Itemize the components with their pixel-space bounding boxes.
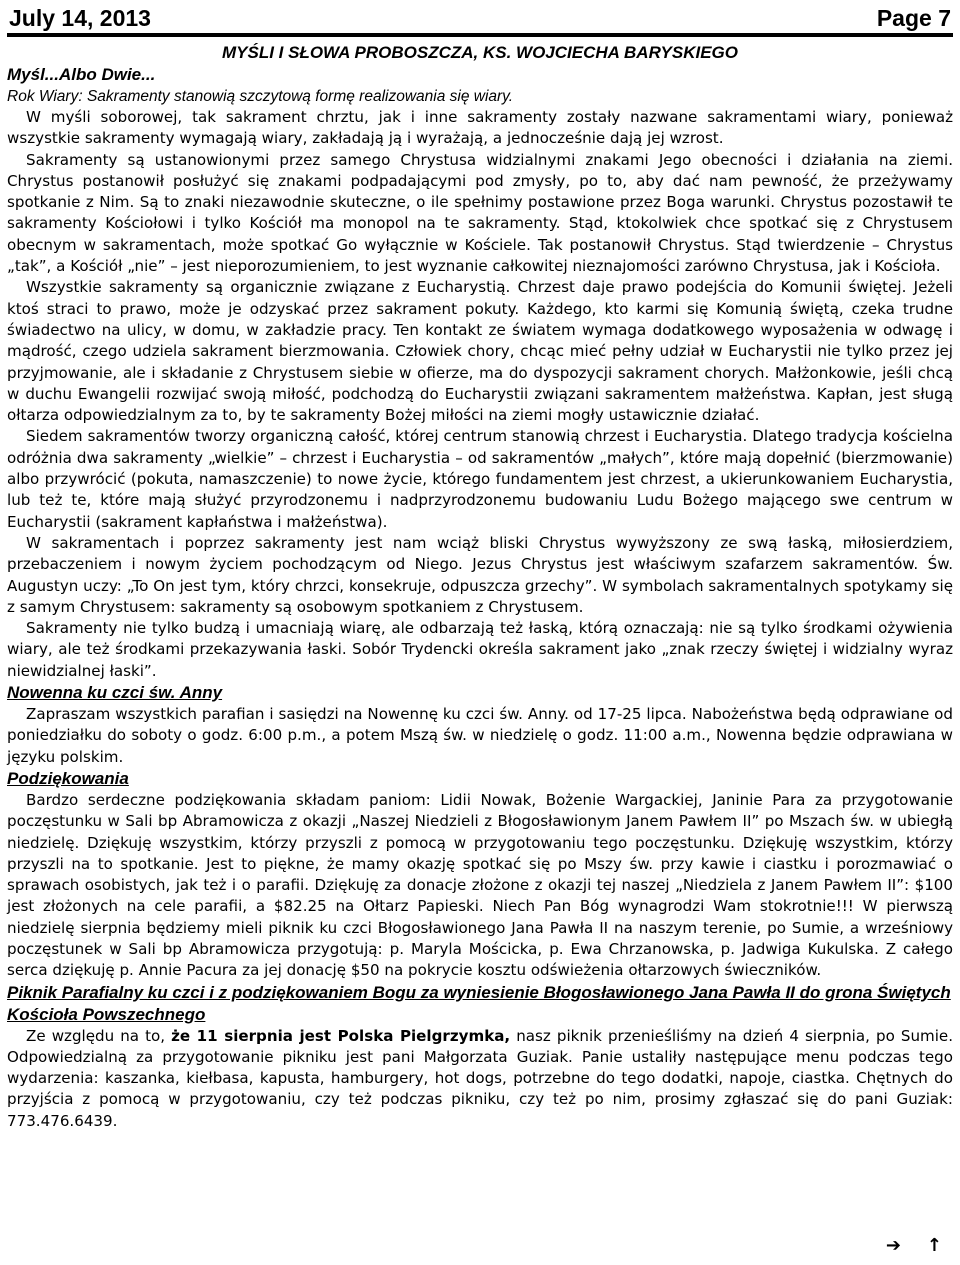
article-paragraph-5: W sakramentach i poprzez sakramenty jest nam wciąż bliski Chrystus wywyższony ze swą łaską, miłosierdziem, przebaczeniem i nowym życiem pochodzącym od Niego. Jezus Chrystus jest właściwym szafarzem sakramentów. Św. Augustyn uczy: „To On jest tym, który chrzci, konsekruje, odpuszcza grzechy”. W symbolach sakramentalnych spotykamy się z samym Chrystusem: sakramenty są osobowym spotkaniem z Chrystusem. <box>7 533 953 616</box>
article-paragraph-6: Sakramenty nie tylko budzą i umacniają wiarę, ale odbarzają też łaską, którą oznaczają: nie są tylko środkami ożywienia wiary, ale też środkami przekazywania łaski. Sobór Trydencki określa sakrament jako „znak rzeczy świętej i widzialny wyraz niewidzialnej łaski”. <box>7 619 953 680</box>
picnic-text-bold: że 11 sierpnia jest Polska Pielgrzymka, <box>171 1026 511 1045</box>
page-number: Page 7 <box>876 5 951 31</box>
issue-date: July 14, 2013 <box>9 5 151 31</box>
picnic-text-start: Ze względu na to, <box>26 1026 172 1045</box>
article-kicker: Myśl...Albo Dwie... <box>7 65 156 84</box>
article-paragraph-1: W myśli soborowej, tak sakrament chrztu, jak i inne sakramenty zostały nazwane sakramentami wiary, ponieważ wszystkie sakramenty wymagają wiary, zakładają ją i wyrażają, a jednocześnie dają jej wzrost. <box>7 108 953 148</box>
article-paragraph-3: Wszystkie sakramenty są organicznie związane z Eucharystią. Chrzest daje prawo podejścia do Komunii świętej. Jeżeli ktoś straci to prawo, może je odzyskać przez sakrament pokuty. Każdego, kto karmi się Komunią świętą, czeka trudne świadectwo na ulicy, w domu, w zakładzie pracy. Ten kontakt ze światem wymaga dodatkowego wyposażenia w odwagę i mądrość, czego udziela sakrament bierzmowania. Człowiek chory, chcąc mieć pełny udział w Eucharystii nie tylko przez jej przyjmowanie, ale i składanie z Chrystusem siebie w ofierze, ma do dyspozycji sakrament chorych. Małżonkowie, jeśli chcą w duchu Ewangelii rozwijać swoją miłość, podchodzą do Eucharystii związani sakramentem małżeństwa. Kapłan, jest sługą ołtarza odpowiedzialnym za to, by te sakramenty Bożej miłości na ziemi mogły ustawicznie działać. <box>7 278 953 425</box>
page-content <box>7 37 953 1132</box>
page-header <box>7 0 953 37</box>
arrow-right-icon[interactable]: ➔ <box>885 1235 901 1256</box>
arrow-up-icon[interactable]: ↑ <box>926 1235 942 1256</box>
nowenna-heading: Nowenna ku czci św. Anny <box>7 683 223 703</box>
picnic-text-end: nasz piknik przenieśliśmy na dzień 4 sierpnia, po Sumie. Odpowiedzialną za przygotowanie pikniku jest pani Małgorzata Guziak. Panie ustaliły następujące menu podczas tego wydarzenia: kaszanka, kiełbasa, kapusta, hamburgery, hot dogs, potrzebne do tego dodatki, napoje, ciastka. Chętnych do przyjścia z pomocą w przygotowaniu, czy też podczas pikniku, czy też po nim, prosimy zgłaszać się do pani Guziak: 773.476.6439. <box>7 1026 953 1130</box>
thanks-heading: Podziękowania <box>7 768 129 788</box>
article-title: MYŚLI I SŁOWA PROBOSZCZA, KS. WOJCIECHA BARYSKIEGO <box>221 43 739 62</box>
nowenna-text: Zapraszam wszystkich parafian i sasiędzi na Nowennę ku czci św. Anny. od 17-25 lipca. Nabożeństwa będą odprawiane od poniedziałku do soboty o godz. 6:00 p.m., a potem Mszą św. w niedzielę o godz. 11:00 a.m., Nowenna będzie odprawiana w języku polskim. <box>7 705 953 766</box>
article-paragraph-2: Sakramenty są ustanowionymi przez samego Chrystusa widzialnymi znakami Jego obecności i działania na ziemi. Chrystus postanowił posłużyć się znakami podpadającymi pod zmysły, po to, aby dać nam pewność, że przeżywamy spotkanie z Nim. Są to znaki niezawodnie skuteczne, o ile spełnimy postawione przez Boga warunki. Chrystus pozostawił te sakramenty Kościołowi i tylko Kościół ma monopol na te sakramenty. Stąd, ktokolwiek chce spotkać się z Chrystusem obecnym w sakramentach, może spotkać Go wyłącznie w Kościele. Tak postanowił Chrystus. Stąd twierdzenie – Chrystus „tak”, a Kościół „nie” – jest nieporozumieniem, to jest wyznanie całkowitej nieznajomości zarówno Chrystusa, jak i Kościoła. <box>7 150 953 276</box>
picnic-heading: Piknik Parafialny ku czci i z podziękowaniem Bogu za wyniesienie Błogosławionego Jana Pawła II do grona Świętych Kościoła Powszechnego <box>7 982 951 1024</box>
thanks-text: Bardzo serdeczne podziękowania składam paniom: Lidii Nowak, Bożenie Wargackiej, Janinie Para za przygotowanie poczęstunku w Sali bp Abramowicza z okazji „Naszej Niedzieli z Błogosławionym Janem Pawłem II” po Mszach św. w ubiegłą niedzielę. Dziękuję wszystkim, którzy przyszli z pomocą w przygotowaniu tego poczęstunku. Dziękuję wszystkim, którzy przyszli na to spotkanie. Jest to piękne, że mamy okazję spotkać się po Mszy św. przy kawie i ciastku i porozmawiać o sprawach osobistych, jak też i o parafii. Dziękuję za donacje złożone z okazji tej naszej „Niedziela z Janem Pawłem II”: $100 jest złożonych na cele parafii, a $82.25 na Ołtarz Papieski. Niech Pan Bóg wynagrodzi Wam stokrotnie!!! W pierwszą niedzielę sierpnia będziemy mieli piknik ku czci Błogosławionego Jana Pawła II na naszym terenie, po Sumie, a wrześniowy poczęstunek w Sali bp Abramowicza przygotują: p. Maryla Mościcka, p. Ewa Chrzanowska, p. Jadwiga Kukulska. Z całego serca dziękuję p. Annie Pacura za jej donację $50 na pokrycie kosztu odświeżenia ołtarzowych świeczników. <box>7 790 953 980</box>
article-paragraph-4: Siedem sakramentów tworzy organiczną całość, której centrum stanowią chrzest i Eucharystia. Dlatego tradycja kościelna odróżnia dwa sakramenty „wielkie” – chrzest i Eucharystia – od sakramentów „małych”, które mają dopełnić (bierzmowanie) albo przywrócić (pokuta, namaszczenie) to nowe życie, którego fundamentem jest chrzest, a ukierunkowaniem Eucharystia, lub też te, które mają służyć przyrodzonemu i nadprzyrodzonemu budowaniu Ludu Bożego mającego swe centrum w Eucharystii (sakrament kapłaństwa i małżeństwa). <box>7 427 953 531</box>
page-navigation <box>860 1235 942 1256</box>
article-subtitle: Rok Wiary: Sakramenty stanowią szczytową formę realizowania się wiary. <box>7 88 514 105</box>
picnic-text <box>7 1026 953 1132</box>
